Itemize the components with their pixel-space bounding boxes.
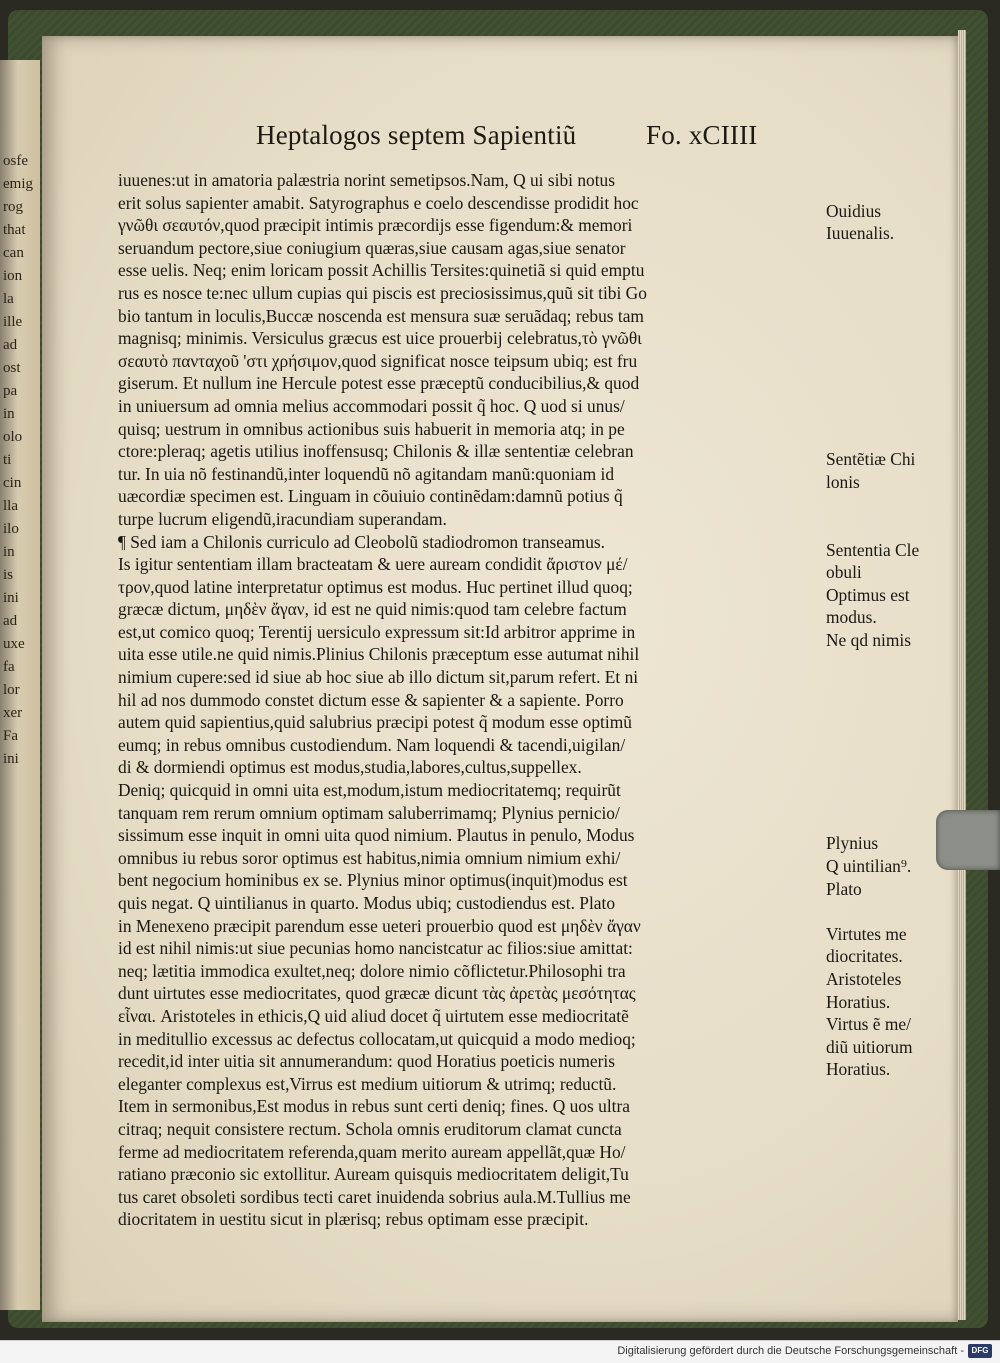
left-page-fragment: ini — [3, 590, 19, 606]
margin-note: diocritates. — [826, 946, 903, 967]
margin-note: Ne qd nimis — [826, 630, 912, 650]
left-page-fragment: ad — [3, 613, 18, 629]
left-page-fragment: ion — [3, 268, 23, 284]
text-line: in uniuersum ad omnia melius accommodari possit q̃ hoc. Q uod si unus/ — [118, 395, 625, 416]
left-page-fragment: ti — [3, 452, 12, 468]
left-page-fragment: ille — [3, 314, 23, 330]
left-page-fragment: cin — [3, 475, 22, 491]
margin-note: modus. — [826, 607, 877, 628]
folio-number: Fo. xCIIII — [646, 120, 758, 150]
left-page-fragment: that — [3, 222, 26, 238]
margin-note: Optimus est — [826, 584, 910, 605]
text-line: nimium cupere:sed id siue ab hoc siue ab illo dictum sit,parum refert. Et ni — [118, 667, 639, 688]
left-page-fragment: uxe — [3, 636, 25, 652]
text-line: græcæ dictum, μηδὲν ἄγαν, id est ne quid nimis:quod tam celebre factum — [118, 599, 627, 620]
text-line: γνῶθι σεαυτόν,quod præcipit intimis præcordijs esse figendum:& memori — [118, 215, 633, 236]
left-page-fragment: Fa — [3, 728, 18, 744]
text-line: bio tantum in loculis,Buccæ noscenda est mensura suæ seruãdaq; rebus tam — [118, 305, 644, 326]
text-line: autem quid sapientius,quid salubrius præcipi potest q̃ modum esse optimũ — [118, 712, 632, 733]
left-page-fragments — [0, 150, 34, 1210]
page-clip — [936, 810, 1000, 870]
margin-note: Aristoteles — [826, 969, 902, 989]
left-page-fragment: in — [3, 406, 15, 422]
text-line: magnisq; minimis. Versiculus græcus est uice prouerbij celebratus,τὸ γνῶθι — [118, 328, 642, 349]
margin-note: diũ uitiorum — [826, 1036, 913, 1057]
text-line: Deniq; quicquid in omni uita est,modum,istum mediocritatemq; requirũt — [118, 780, 621, 801]
text-line: ctore:pleraq; agetis utilius inoffensusq; Chilonis & illæ sententiæ celebran — [118, 441, 634, 462]
footer-bar — [0, 1340, 1000, 1363]
left-page-fragment: osfe — [3, 153, 28, 169]
margin-note: Plato — [826, 878, 862, 899]
text-line: esse uelis. Neq; enim loricam possit Achillis Tersites:quinetiã si quid emptu — [118, 260, 645, 281]
text-line: tur. In uia nõ festinandũ,inter loquendũ nõ agitandam manũ:quoniam id — [118, 463, 615, 484]
margin-note: Sentẽtiæ Chi — [826, 449, 916, 470]
left-page-fragment: lla — [3, 498, 18, 514]
left-page-fragment: in — [3, 544, 15, 560]
text-line: turpe lucrum eligendũ,iracundiam superandam. — [118, 508, 447, 529]
text-line: tus caret obsoleti sordibus tecti caret inuidenda sobrius aula.M.Tullius me — [118, 1186, 631, 1207]
text-line: bent negocium hominibus ex se. Plynius minor optimus(inquit)modus est — [118, 870, 628, 891]
margin-note: Iuuenalis. — [826, 223, 895, 244]
left-page-fragment: can — [3, 245, 24, 261]
text-line: in Menexeno præcipit parendum esse ueteri prouerbio quod est μηδὲν ἄγαν — [118, 915, 641, 936]
dfg-logo: DFG — [968, 1344, 992, 1358]
text-line: ratiano præconio sic extollitur. Auream quisquis mediocritatem deligit,Tu — [118, 1164, 629, 1185]
text-line: in meditullio excessus ac defectus collocatam,ut quicquid a modo medioq; — [118, 1028, 636, 1049]
margin-note: lonis — [826, 471, 860, 492]
text-line: sissimum esse inquit in omni uita quod nimium. Plautus in penulo, Modus — [118, 825, 635, 846]
text-line: eleganter complexus est,Virrus est medium uitiorum & utrimq; reductũ. — [118, 1073, 617, 1094]
text-line: quisq; uestrum in omnibus actionibus suis habuerit in memoria atq; in pe — [118, 418, 625, 439]
left-page-fragment: xer — [3, 705, 23, 721]
left-page-fragment: fa — [3, 659, 15, 675]
margin-note: Virtus ẽ me/ — [826, 1014, 911, 1035]
text-line: Item in sermonibus,Est modus in rebus sunt certi deniq; fines. Q uos ultra — [118, 1096, 630, 1117]
text-line: quis negat. Q uintilianus in quarto. Modus ubiq; custodiendus est. Plato — [118, 893, 616, 913]
left-page-fragment: ost — [3, 360, 21, 376]
text-line: neq; lætitia immodica exultet,neq; dolore nimio cõflictetur.Philosophi tra — [118, 960, 626, 981]
text-line: σεαυτὸ πανταχοῦ 'στι χρήσιμον,quod significat nosce teipsum ubiq; est fru — [118, 350, 638, 371]
left-page-fragment: emig — [3, 176, 33, 192]
running-title: Heptalogos septem Sapientiũ — [256, 120, 577, 150]
footer-credit: Digitalisierung gefördert durch die Deutsche Forschungsgemeinschaft - — [617, 1345, 964, 1357]
text-line: uæcordiæ specimen est. Linguam in cõuiuio continẽdam:damnũ potius q̃ — [118, 486, 623, 507]
text-line: di & dormiendi optimus est modus,studia,labores,cultus,suppellex. — [118, 757, 582, 778]
margin-note: Horatius. — [826, 1059, 891, 1080]
text-line: seruandum pectore,siue coniugium quæras,siue causam agas,siue senator — [118, 237, 626, 258]
text-line: ¶ Sed iam a Chilonis curriculo ad Cleobolũ stadiodromon transeamus. — [118, 531, 606, 552]
text-line: diocritatem in uestitu sicut in plærisq; rebus optimam esse præcipit. — [118, 1209, 589, 1230]
text-line: dunt uirtutes esse mediocritates, quod græcæ dicunt τὰς ἀρετὰς μεσότητας — [118, 983, 636, 1004]
left-page-fragment: pa — [3, 383, 18, 399]
margin-note: Virtutes me — [826, 923, 907, 944]
page-stack-edge — [958, 30, 966, 1320]
text-line: tanquam rem rerum omnium optimam saluberrimamq; Plynius pernicio/ — [118, 802, 620, 823]
left-page-fragment: la — [3, 291, 14, 307]
text-line: est,ut comico quoq; Terentij uersiculo expressum sit:Id arbitror apprime in — [118, 621, 636, 642]
text-line: εἶναι. Aristoteles in ethicis,Q uid aliud docet q̃ uirtutem esse mediocritatẽ — [118, 1005, 629, 1026]
text-line: uita esse utile.ne quid nimis.Plinius Chilonis præceptum esse autumat nihil — [118, 644, 640, 665]
margin-note: Plynius — [826, 833, 879, 854]
text-line: τρον,quod latine interpretatur optimus est modus. Huc pertinet illud quoq; — [118, 576, 633, 597]
left-page-fragment: ad — [3, 337, 18, 353]
left-page-fragment: ini — [3, 751, 19, 767]
left-page-fragment: is — [3, 567, 14, 583]
text-line: hil ad nos dummodo constet dictum esse & sapienter & a sapiente. Porro — [118, 689, 624, 710]
left-page-fragment: lor — [3, 682, 20, 698]
text-line: omnibus iu rebus soror optimus est habitus,nimia omnium nimium exhi/ — [118, 847, 621, 868]
book-page — [42, 36, 958, 1322]
margin-note: Ouidius — [826, 200, 882, 221]
margin-note: Q uintilian⁹. — [826, 856, 912, 876]
text-line: erit solus sapienter amabit. Satyrographus e coelo descendisse prodidit hoc — [118, 192, 639, 213]
text-line: ferme ad mediocritatem referenda,quam merito auream appellãt,quæ Ho/ — [118, 1141, 626, 1162]
text-line: giserum. Et nullum ine Hercule potest esse præceptũ conducibilius,& quod — [118, 373, 640, 394]
text-line: citraq; nequit consistere rectum. Schola omnis eruditorum clamat cuncta — [118, 1118, 622, 1139]
margin-note: Sententia Cle — [826, 539, 920, 560]
text-line: rus es nosce te:nec ullum cupias qui piscis est preciosissimus,quũ sit tibi Go — [118, 282, 647, 303]
text-line: eumq; in rebus omnibus custodiendum. Nam loquendi & tacendi,uigilan/ — [118, 734, 626, 755]
text-line: iuuenes:ut in amatoria palæstria norint semetipsos.Nam, Q ui sibi notus — [118, 170, 616, 190]
text-line: recedit,id inter uitia sit annumerandum: quod Horatius poeticis numeris — [118, 1051, 615, 1072]
text-line: Is igitur sententiam illam bracteatam & uere auream condidit ἄριστον μέ/ — [118, 554, 628, 575]
left-page-fragment: rog — [3, 199, 23, 215]
left-page-fragment: ilo — [3, 521, 19, 537]
body-text — [118, 169, 818, 1231]
margin-note: Horatius. — [826, 991, 891, 1012]
text-line: id est nihil nimis:ut siue pecunias homo nancistcatur ac filios:siue amittat: — [118, 938, 633, 959]
left-page-fragment: olo — [3, 429, 23, 445]
margin-note: obuli — [826, 562, 862, 583]
